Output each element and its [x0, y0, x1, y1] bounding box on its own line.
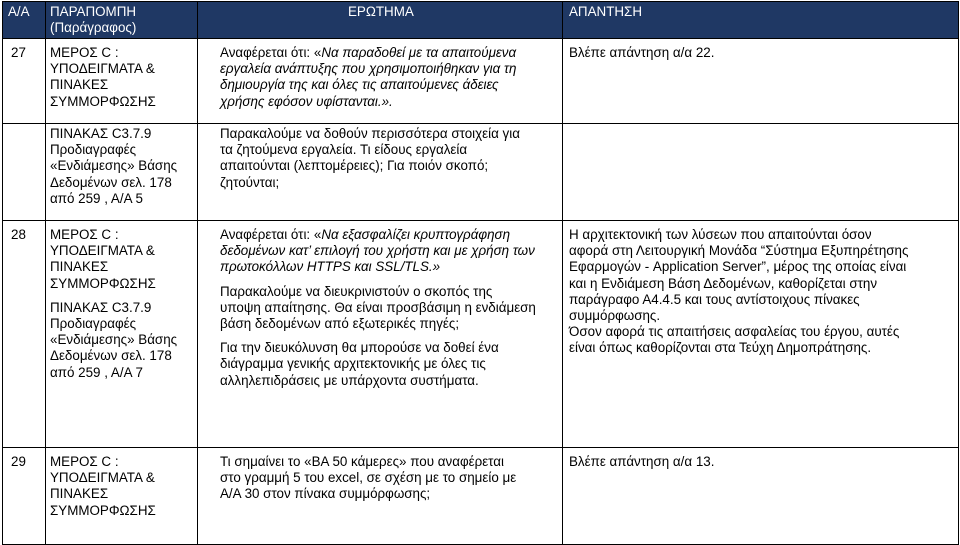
- row-question: Τι σημαίνει το «ΒΑ 50 κάμερες» που αναφέρεται στο γραμμή 5 του excel, σε σχέση με το σημείο με Α/Α 30 στον πίνακα συμμόρφωσης;: [198, 448, 563, 545]
- row-answer: [563, 124, 959, 221]
- row-number: 27: [3, 39, 46, 124]
- row-reference: ΜΕΡΟΣ C : ΥΠΟΔΕΙΓΜΑΤΑ & ΠΙΝΑΚΕΣ ΣΥΜΜΟΡΦΩΣΗΣ: [46, 39, 198, 124]
- table-row: [3, 124, 959, 221]
- row-question: Αναφέρεται ότι: «Να εξασφαλίζει κρυπτογράφηση δεδομένων κατ’ επιλογή του χρήστη και με χρήση των πρωτοκόλλων HTTPS και SSL/TLS.» Παρακαλούμε να διευκρινιστούν ο σκοπός της υποψη απαίτησης. Θα είναι προσβάσιμη η ενδιάμεση βάση δεδομένων από εξωτερικές πηγές; Για την διευκόλυνση θα μπορούσε να δοθεί ένα διάγραμμα γενικής αρχιτεκτονικής με όλες τις αλληλεπιδράσεις με υπάρχοντα συστήματα.: [198, 221, 563, 448]
- table-row: [3, 221, 959, 448]
- row-answer: Βλέπε απάντηση α/α 13.: [563, 448, 959, 545]
- qa-table: [2, 1, 959, 545]
- header-number: Α/Α: [3, 2, 46, 39]
- row-answer: Βλέπε απάντηση α/α 22.: [563, 39, 959, 124]
- header-reference: ΠΑΡΑΠΟΜΠΗ (Παράγραφος): [46, 2, 198, 39]
- header-question: ΕΡΩΤΗΜΑ: [198, 2, 563, 39]
- row-reference: ΜΕΡΟΣ C : ΥΠΟΔΕΙΓΜΑΤΑ & ΠΙΝΑΚΕΣ ΣΥΜΜΟΡΦΩΣΗΣ ΠΙΝΑΚΑΣ C3.7.9 Προδιαγραφές «Ενδιάμεσης» Βάσης Δεδομένων σελ. 178 από 259 , Α/Α 7: [46, 221, 198, 448]
- row-question: Παρακαλούμε να δοθούν περισσότερα στοιχεία για τα ζητούμενα εργαλεία. Τι είδους εργαλεία απαιτούνται (λεπτομέρειες); Για ποιόν σκοπό; ζητούνται;: [198, 124, 563, 221]
- header-answer: ΑΠΑΝΤΗΣΗ: [563, 2, 959, 39]
- row-number: 28: [3, 221, 46, 448]
- row-reference: ΠΙΝΑΚΑΣ C3.7.9 Προδιαγραφές «Ενδιάμεσης» Βάσης Δεδομένων σελ. 178 από 259 , Α/Α 5: [46, 124, 198, 221]
- table-header-row: [3, 2, 959, 39]
- row-number: [3, 124, 46, 221]
- row-number: 29: [3, 448, 46, 545]
- row-reference: ΜΕΡΟΣ C : ΥΠΟΔΕΙΓΜΑΤΑ & ΠΙΝΑΚΕΣ ΣΥΜΜΟΡΦΩΣΗΣ: [46, 448, 198, 545]
- row-question: Αναφέρεται ότι: «Να παραδοθεί με τα απαιτούμενα εργαλεία ανάπτυξης που χρησιμοποιήθηκαν για τη δημιουργία της και όλες τις απαιτούμενες άδειες χρήσης εφόσον υφίστανται.».: [198, 39, 563, 124]
- table-row: [3, 448, 959, 545]
- table-row: [3, 39, 959, 124]
- row-answer: Η αρχιτεκτονική των λύσεων που απαιτούνται όσον αφορά στη Λειτουργική Μονάδα “Σύστημα Εξυπηρέτησης Εφαρμογών - Application Server”, μέρος της οποίας είναι και η Ενδιάμεση Βάση Δεδομένων, καθορίζεται στην παράγραφο Α4.4.5 και τους αντίστοιχους πίνακες συμμόρφωσης. Όσον αφορά τις απαιτήσεις ασφαλείας του έργου, αυτές είναι όπως καθορίζονται στα Τεύχη Δημοπράτησης.: [563, 221, 959, 448]
